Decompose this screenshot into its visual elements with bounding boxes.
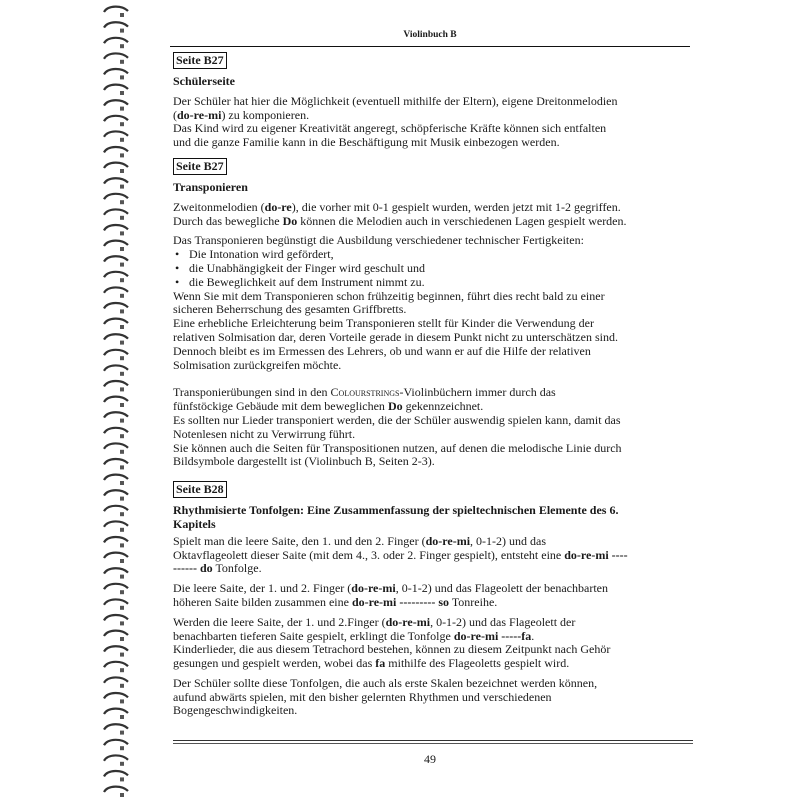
text-run: Der Schüler sollte diese Tonfolgen, die auch als erste Skalen bezeichnet werden können, [173,675,598,690]
text-run: Zweitonmelodien ( [173,199,265,214]
punch-hole [120,107,124,111]
spiral-ring [104,38,128,43]
text-run: höheren Saite bilden zusammen eine [173,594,352,609]
text-run: gesungen und gespielt werden, wobei das [173,656,376,671]
punch-hole [120,91,124,95]
punch-hole [120,684,124,688]
punch-hole [120,44,124,48]
bold-text: do-re-mi [385,614,431,629]
heading-line: Kapitels [173,516,216,531]
spiral-ring [104,662,128,667]
text-line [173,331,673,345]
spiral-binding [98,0,138,800]
text-run: Tonreihe. [449,594,498,609]
bold-text: do-re-mi [351,581,396,596]
paragraph [173,535,673,576]
text-line [173,122,673,136]
running-header: Violinbuch B [403,30,457,40]
punch-hole [120,637,124,641]
spiral-ring [104,631,128,636]
spiral-ring [104,709,128,714]
text-run: Oktavflageolett dieser Saite (mit dem 4., 3. oder 2. Finger gespielt), entsteht eine [173,547,565,562]
punch-hole [120,294,124,298]
punch-hole [120,247,124,251]
bullet-item [173,248,673,262]
text-run: . [531,628,535,643]
punch-hole [120,325,124,329]
text-run: Werden die leere Saite, der 1. und 2.Finger ( [173,614,386,629]
text-line [173,215,673,229]
text-run: Tonfolge. [212,561,262,576]
text-run: Spielt man die leere Saite, den 1. und den 2. Finger ( [173,533,426,548]
document-page [140,0,800,800]
text-run: Wenn Sie mit dem Transponieren schon frühzeitig beginnen, führt dies recht bald zu einer [173,288,605,303]
punch-hole [120,122,124,126]
punch-hole [120,341,124,345]
text-run: Das Transponieren begünstigt die Ausbildung verschiedener technischer Fertigkeiten: [173,233,584,248]
text-line [173,136,673,150]
text-run: benachbarten tieferen Saite gespielt, erklingt die Tonfolge [173,628,454,643]
bold-text: do-re-mi -----fa [453,628,532,643]
spiral-ring [104,225,128,230]
text-line [173,455,673,469]
text-run: -Violinbüchern immer durch das [399,385,556,400]
text-line [173,317,673,331]
section-label-row [173,481,673,498]
text-line [173,704,673,718]
spiral-ring [104,303,128,308]
punch-hole [120,138,124,142]
page-content [173,52,673,718]
punch-hole [120,606,124,610]
spiral-ring [104,693,128,698]
punch-hole [120,497,124,501]
spiral-ring [104,490,128,495]
text-run: gekennzeichnet. [402,399,484,414]
punch-hole [120,481,124,485]
text-line [173,535,673,549]
section [173,158,673,469]
bullet-text: die Unabhängigkeit der Finger wird geschult und [189,260,425,275]
punch-hole [120,575,124,579]
heading-line: Rhythmisierte Tonfolgen: Eine Zusammenfassung der spieltechnischen Elemente des 6. [173,503,619,518]
punch-hole [120,559,124,563]
punch-hole [120,512,124,516]
page-number: 49 [424,752,436,766]
spiral-ring [104,241,128,246]
punch-hole [120,746,124,750]
text-line [173,359,673,373]
punch-hole [120,29,124,33]
paragraph [173,582,673,610]
text-run: Kinderlieder, die aus diesem Tetrachord bestehen, können zu diesem Zeitpunkt nach Gehör [173,642,611,657]
punch-hole [120,356,124,360]
text-run: sicheren Beherrschung des gesamten Griffbretts. [173,302,407,317]
bold-text: do-re-mi [425,533,471,548]
section [173,52,673,150]
spiral-ring [104,677,128,682]
bold-text: ------ do [173,561,213,576]
text-run: und die ganze Familie kann in die Beschäftigung mit Musik einbezogen werden. [173,135,560,150]
text-run: ) zu komponieren. [221,107,310,122]
text-line [173,386,673,400]
text-run: ), die vorher mit 0-1 gespielt wurden, werden jetzt mit 1-2 gegriffen. [291,199,621,214]
bullet-text: die Beweglichkeit auf dem Instrument nimmt zu. [189,274,425,289]
paragraph [173,386,673,469]
spiral-ring [104,131,128,136]
punch-hole [120,434,124,438]
punch-hole [120,75,124,79]
spiral-ring [104,475,128,480]
punch-hole [120,403,124,407]
punch-hole [120,372,124,376]
spiral-ring [104,147,128,152]
spiral-ring [104,755,128,760]
text-line [173,234,673,248]
heading-line: Schülerseite [173,74,235,88]
text-run: mithilfe des Flageoletts gespielt wird. [385,656,570,671]
punch-hole [120,60,124,64]
text-run: relativen Solmisation dar, deren Vorteile gerade in diesem Punkt nicht zu unterschätzen sind. [173,329,618,344]
bold-text: do-re-mi ---- [564,547,628,562]
text-line [173,677,673,691]
text-line [173,109,673,123]
spiral-ring [104,568,128,573]
text-run: Transponierübungen sind in den [173,385,331,400]
text-line [173,630,673,644]
section-label: Seite B27 [173,158,227,175]
text-run: Die leere Saite, der 1. und 2. Finger ( [173,581,352,596]
spiral-ring [104,22,128,27]
bullet-item [173,276,673,290]
footer-rule [173,740,693,744]
spiral-ring [104,116,128,121]
text-run: aufund abwärts spielen, mit den bisher gelernten Rhythmen und verschiedenen [173,689,552,704]
text-run: Dennoch bleibt es im Ermessen des Lehrers, ob und wann er auf die Hilfe der relativen [173,343,591,358]
punch-hole [120,590,124,594]
punch-hole [120,200,124,204]
text-line [173,201,673,215]
punch-hole [120,621,124,625]
bold-text: do-re-mi --------- so [351,594,450,609]
section-heading [173,75,673,89]
spiral-ring [104,521,128,526]
spiral-ring [104,381,128,386]
text-line [173,428,673,442]
text-run: Bildsymbole dargestellt ist (Violinbuch B, Seiten 2-3). [173,454,435,469]
spiral-ring [104,256,128,261]
spiral-ring [104,599,128,604]
text-run: , 0-1-2) und das [470,533,547,548]
paragraph [173,234,673,372]
text-line [173,582,673,596]
punch-hole [120,185,124,189]
text-line [173,442,673,456]
section-label-row [173,158,673,175]
paragraph [173,95,673,150]
punch-hole [120,715,124,719]
spiral-ring [104,584,128,589]
punch-hole [120,13,124,17]
paragraph [173,616,673,671]
bold-text: fa [375,656,386,671]
punch-hole [120,793,124,797]
text-run: Sie können auch die Seiten für Transpositionen nutzen, auf denen die melodische Linie durch [173,440,622,455]
punch-hole [120,278,124,282]
spiral-ring [104,537,128,542]
spiral-ring [104,506,128,511]
spiral-ring [104,615,128,620]
spiral-ring [104,646,128,651]
bullet-icon: • [175,247,180,262]
spiral-ring [104,272,128,277]
punch-hole [120,731,124,735]
punch-hole [120,668,124,672]
spiral-ring [104,178,128,183]
section [173,481,673,718]
text-line [173,290,673,304]
punch-hole [120,387,124,391]
spiral-ring [104,553,128,558]
spiral-ring [104,209,128,214]
paragraph [173,201,673,229]
punch-hole [120,263,124,267]
spiral-ring [104,787,128,792]
text-line [173,596,673,610]
punch-hole [120,528,124,532]
text-run: Bogengeschwindigkeiten. [173,703,298,718]
bullet-item [173,262,673,276]
bold-text: do-re [264,199,292,214]
bold-text: do-re-mi [177,107,222,122]
spiral-ring [104,334,128,339]
section-heading [173,504,673,532]
text-run: Eine erhebliche Erleichterung beim Transponieren stellt für Kinder die Verwendung der [173,316,594,331]
spiral-ring [104,771,128,776]
spiral-ring [104,287,128,292]
text-line [173,303,673,317]
small-caps-text: Colourstrings [330,385,400,400]
spiral-ring [104,412,128,417]
spiral-ring [104,397,128,402]
spiral-ring [104,194,128,199]
text-run: Durch das bewegliche [173,213,283,228]
spiral-ring [104,443,128,448]
text-line [173,643,673,657]
text-run: können die Melodien auch in verschiedenen Lagen gespielt werden. [297,213,627,228]
spiral-ring [104,85,128,90]
spiral-ring [104,53,128,58]
heading-line: Transponieren [173,179,248,194]
section-heading [173,181,673,195]
spiral-ring [104,100,128,105]
punch-hole [120,653,124,657]
text-run: ( [173,107,177,122]
text-line [173,345,673,359]
text-line [173,400,673,414]
section-label-row [173,52,673,69]
text-line [173,562,673,576]
text-run: , 0-1-2) und das Flageolett der benachbarten [395,581,608,596]
text-line [173,95,673,109]
bullet-icon: • [175,260,180,275]
spiral-ring [104,163,128,168]
bold-text: Do [387,399,403,414]
spiral-ring [104,724,128,729]
text-line [173,549,673,563]
punch-hole [120,762,124,766]
text-run: Es sollten nur Lieder transponiert werden, die der Schüler auswendig spielen kann, damit das [173,412,621,427]
section-label: Seite B27 [173,52,227,69]
text-line [173,616,673,630]
paragraph [173,677,673,718]
punch-hole [120,216,124,220]
bold-text: Do [282,213,298,228]
punch-hole [120,699,124,703]
text-run: Das Kind wird zu eigener Kreativität angeregt, schöpferische Kräfte können sich entfalten [173,121,607,136]
spiral-ring [104,428,128,433]
text-run: Notenlesen nicht zu Verwirrung führt. [173,426,356,441]
text-run: Der Schüler hat hier die Möglichkeit (eventuell mithilfe der Eltern), eigene Dreitonmelodien [173,93,618,108]
text-run: Solmisation zurückgreifen möchte. [173,357,342,372]
spiral-ring [104,365,128,370]
spiral-ring [104,69,128,74]
punch-hole [120,231,124,235]
punch-hole [120,169,124,173]
header-rule [170,46,690,47]
text-line [173,657,673,671]
bullet-text: Die Intonation wird gefördert, [189,247,334,262]
bullet-icon: • [175,274,180,289]
text-line [173,414,673,428]
punch-hole [120,450,124,454]
punch-hole [120,465,124,469]
punch-hole [120,419,124,423]
spiral-ring [104,319,128,324]
spiral-ring [104,7,128,12]
spiral-ring [104,740,128,745]
punch-hole [120,153,124,157]
spiral-ring [104,459,128,464]
text-run: fünfstöckige Gebäude mit dem beweglichen [173,399,388,414]
text-line [173,691,673,705]
spiral-ring [104,350,128,355]
punch-hole [120,777,124,781]
punch-hole [120,543,124,547]
punch-hole [120,309,124,313]
text-run: , 0-1-2) und das Flageolett der [430,614,576,629]
section-label: Seite B28 [173,481,227,498]
